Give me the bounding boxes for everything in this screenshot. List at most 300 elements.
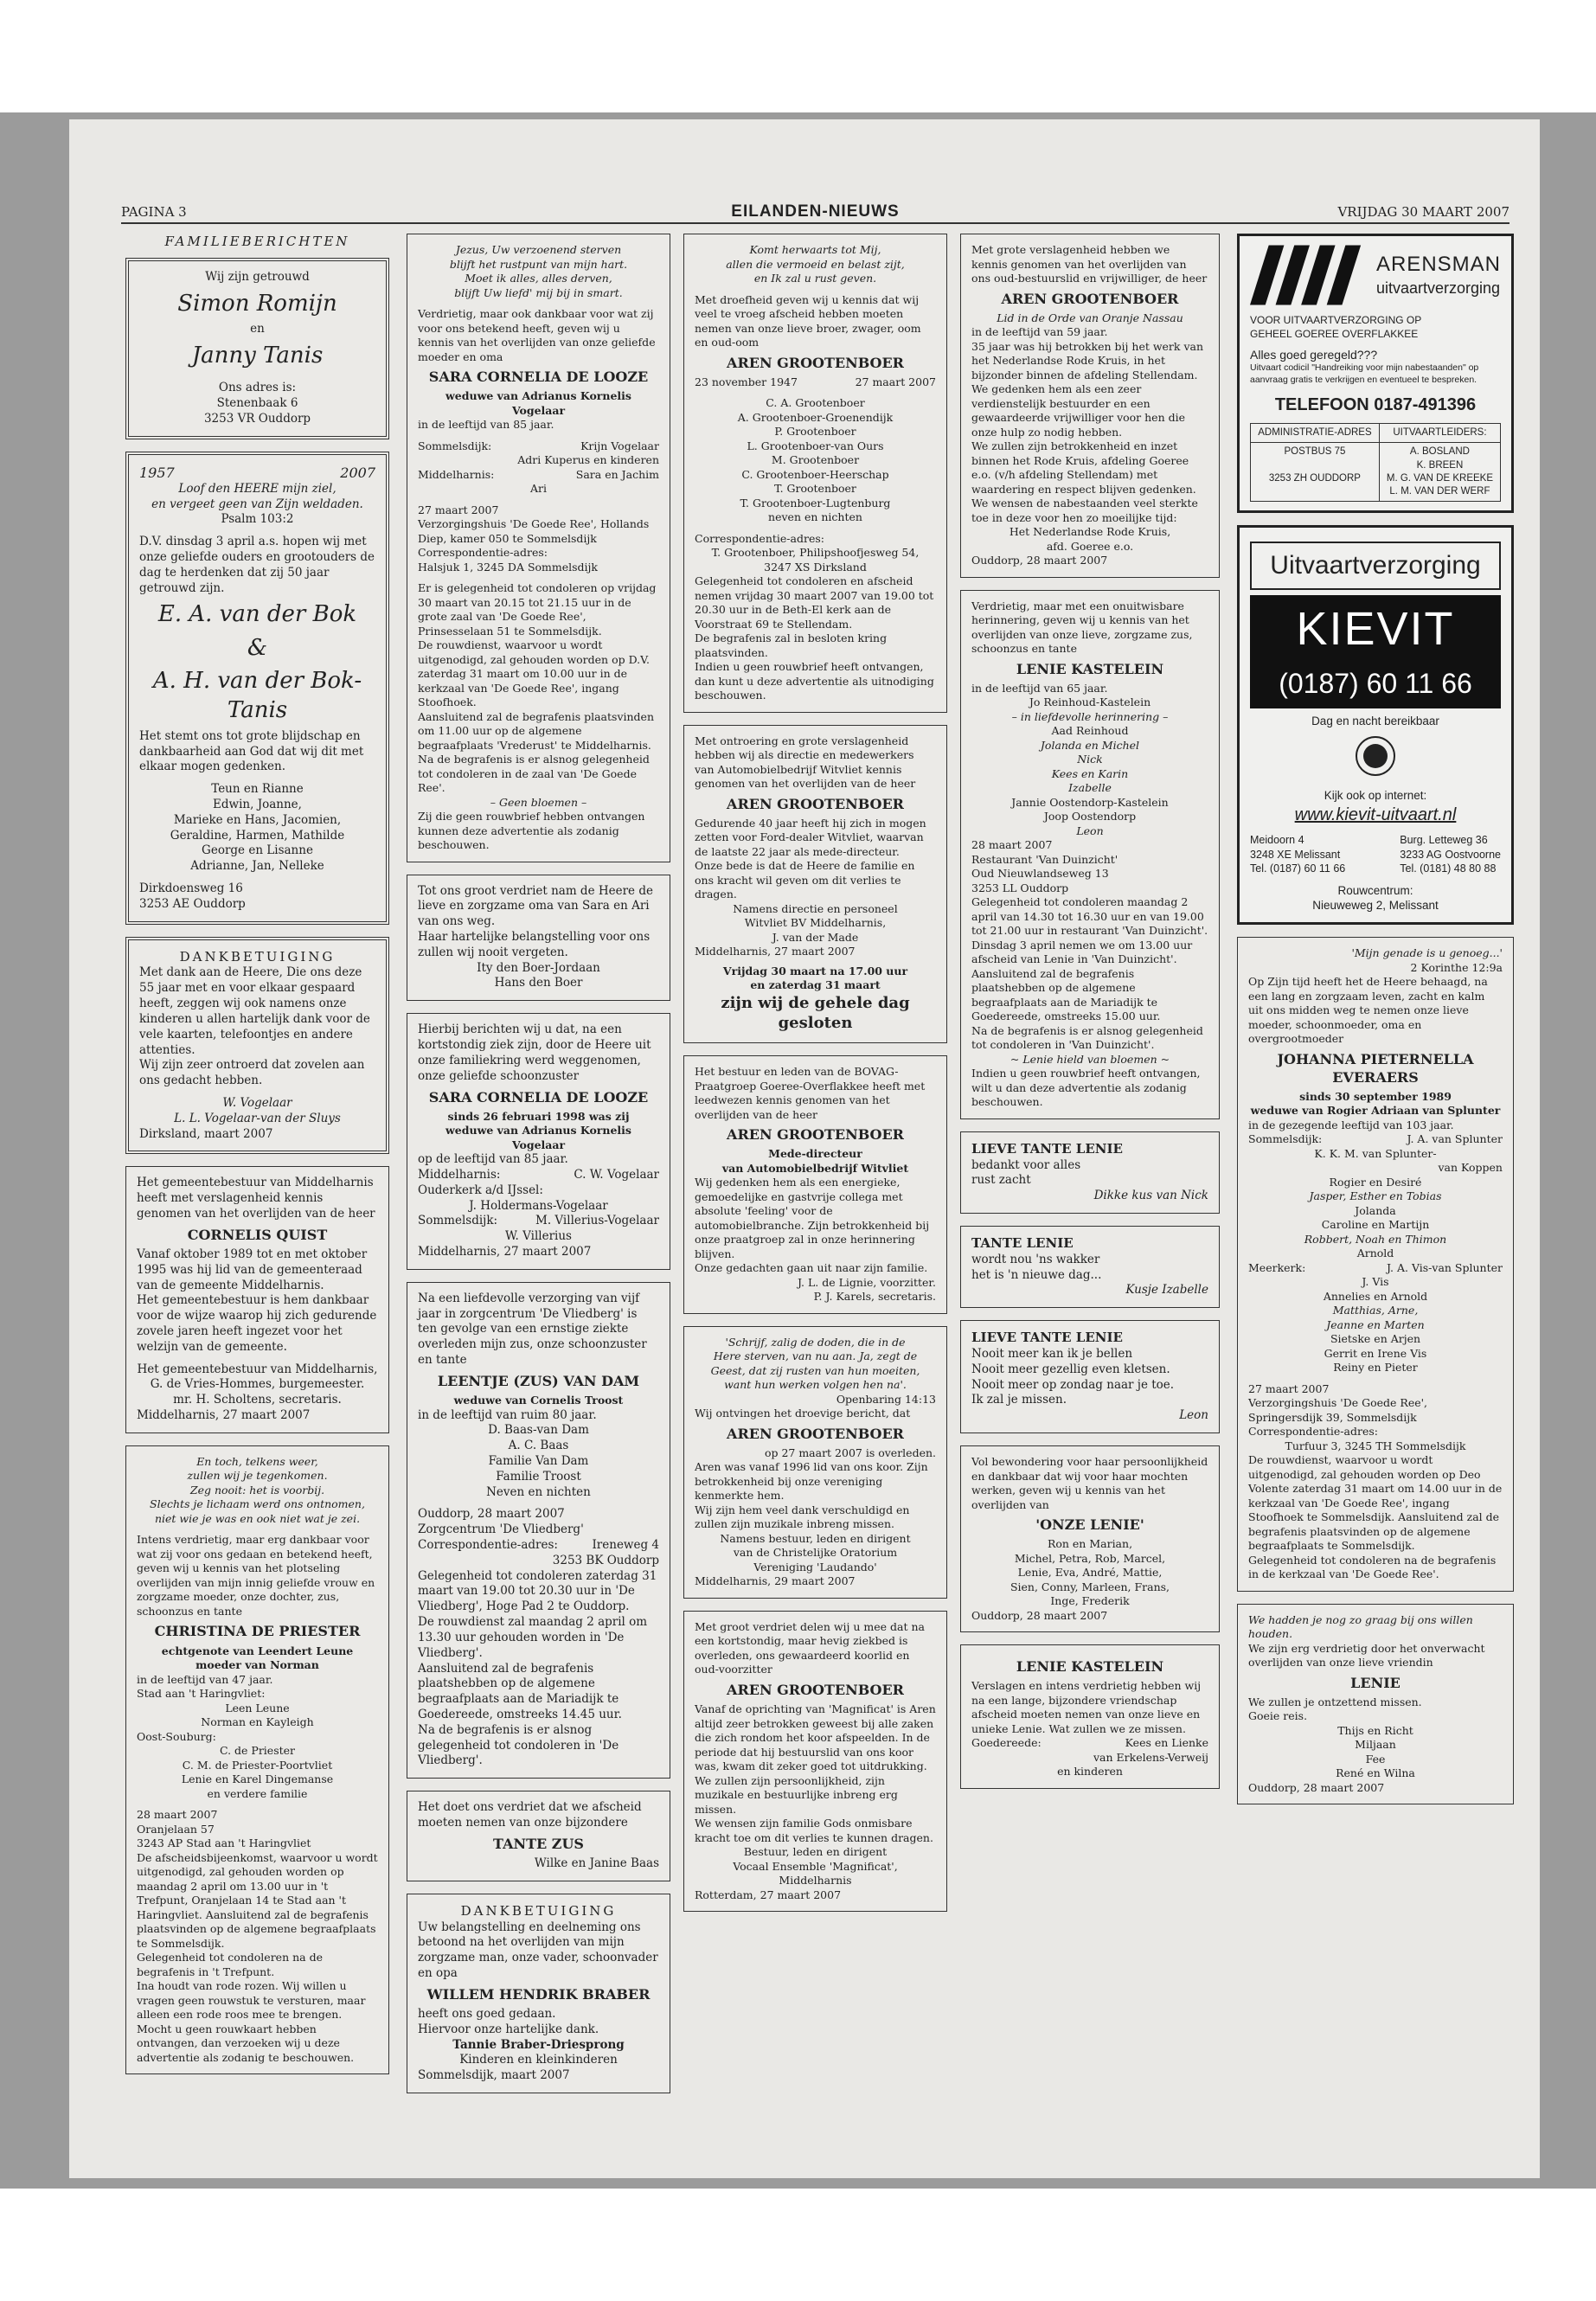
text: Vol bewondering voor haar persoonlijkheid en dankbaar dat wij voor haar mochten werken, geven wij u kennis van het overlijden van <box>971 1455 1208 1511</box>
text: Gelegenheid tot condoleren na de begrafenis in de kerkzaal van 'De Goede Ree'. <box>1248 1553 1497 1581</box>
age: in de leeftijd van 59 jaar. <box>971 325 1108 339</box>
relative: C. A. Grootenboer <box>766 396 865 410</box>
ad-de-priester <box>125 1445 389 2074</box>
name: LEENTJE (ZUS) VAN DAM <box>437 1372 640 1389</box>
signature: Het gemeentebestuur van Middelharnis, <box>137 1362 378 1376</box>
name: LIEVE TANTE LENIE <box>971 1330 1123 1346</box>
text: Uw belangstelling en deelneming ons betoond na het overlijden van mijn zorgzame man, onze vader, schoonvader en opa <box>418 1920 658 1980</box>
ad-jubilee <box>125 452 389 925</box>
text: bedankt voor alles <box>971 1157 1081 1172</box>
text: Wij gedenken hem als een energieke, gemoedelijke en gastvrije collega met absolute 'feeling' voor de automobielbranche. Zijn betrokkenheid bij onze praatgroep zal in onze herinnering blijven. <box>695 1176 930 1260</box>
poem: en Ik zal u rust geven. <box>753 272 877 285</box>
kievit-name: KIEVIT <box>1250 595 1501 663</box>
text: Wij zijn zeer ontroerd dat zovelen aan ons gedacht hebben. <box>139 1058 365 1088</box>
date: 23 november 1947 <box>695 375 798 388</box>
text: Goeie reis. <box>1248 1709 1308 1723</box>
name: AREN GROOTENBOER <box>727 1681 904 1698</box>
text: Na de begrafenis is er alsnog gelegenheid tot condoleren in de zaal van 'De Goede Ree'. <box>418 753 650 795</box>
relative: A. C. Baas <box>508 1439 569 1453</box>
family: Marieke en Hans, Jacomien, <box>173 812 342 827</box>
text: Hierbij berichten wij u dat, na een kortstondig ziek zijn, door de Heere uit onze familiekring werd weggenomen, onze geliefde schoonzuster <box>418 1022 651 1083</box>
ad-de-looze-2 <box>407 875 670 1002</box>
text: De rouwdienst, waarvoor u wordt uitgenodigd, zal gehouden worden op Deo Volente zaterdag 31 maart om 14.00 uur in de kerkzaal van 'De Goede Ree', ingang Stoofhoek te Sommelsdijk. Aansluitend zal de begrafenis plaatsvinden op de algemene begraafplaats te Sommelsdijk. <box>1248 1453 1503 1553</box>
ad-kastelein-family <box>960 590 1220 1119</box>
subtitle: weduwe van Rogier Adriaan van Splunter <box>1250 1104 1501 1118</box>
age: in de leeftijd van ruim 80 jaar. <box>418 1407 597 1422</box>
ad-grootenboer-family <box>683 234 947 713</box>
relative: Lenie en Karel Dingemanse <box>181 1772 334 1785</box>
signature: Fee <box>1365 1752 1386 1766</box>
relative: van Erkelens-Verweij <box>1093 1750 1208 1764</box>
relative: Rogier en Desiré <box>1329 1175 1422 1189</box>
address: Springersdijk 39, Sommelsdijk <box>1248 1410 1417 1424</box>
name: SARA CORNELIA DE LOOZE <box>428 369 649 385</box>
address: Correspondentie-adres: <box>418 546 548 560</box>
relative: Robbert, Noah en Thimon <box>1304 1232 1447 1246</box>
quote: We hadden je nog zo graag bij ons willen houden. <box>1248 1612 1473 1641</box>
relative: van Koppen <box>1438 1161 1503 1175</box>
place: Dirksland, maart 2007 <box>139 1126 273 1141</box>
kievit-emblem-icon <box>1354 734 1397 778</box>
quote: en vergeet geen van Zijn weldaden. <box>151 497 363 511</box>
name: AREN GROOTENBOER <box>727 1425 904 1442</box>
text: Gelegenheid tot condoleren maandag 2 april van 14.30 tot 16.30 uur en van 19.00 tot 21.00 uur in restaurant 'Van Duinzicht'. <box>971 895 1208 938</box>
relative: Ouderkerk a/d IJssel: <box>418 1183 543 1197</box>
family: George en Lisanne <box>202 843 313 858</box>
relative: T. Grootenboer <box>774 482 856 496</box>
text: Gelegenheid tot condoleren en afscheid nemen vrijdag 30 maart 2007 van 19.00 tot 20.30 uur in de Beth-El kerk aan de Voorstraat 69 te Stellendam. <box>695 574 934 631</box>
ad-van-dam <box>407 1282 670 1779</box>
relative: Leen Leune <box>225 1701 290 1715</box>
family: Edwin, Joanne, <box>213 797 302 811</box>
relative: Kees en Karin <box>1051 766 1129 780</box>
signature: Kusje Izabelle <box>1125 1283 1208 1298</box>
date: 27 maart 2007 <box>1248 1381 1330 1395</box>
signature: Ity den Boer-Jordaan <box>477 960 600 975</box>
ad-kievit <box>1237 525 1514 925</box>
arensman-table <box>1250 423 1501 502</box>
address: 3248 XE Melissant <box>1250 848 1341 861</box>
text: – Geen bloemen – <box>490 795 587 809</box>
relative: Nick <box>1077 753 1103 766</box>
name: AREN GROOTENBOER <box>727 795 904 812</box>
relative: Matthias, Arne, <box>1332 1304 1419 1317</box>
relative: en kinderen <box>1057 1765 1123 1779</box>
notice: Vrijdag 30 maart na 17.00 uur <box>722 964 908 977</box>
ad-braber <box>407 1894 670 2093</box>
relative: Aad Reinhoud <box>1051 724 1129 738</box>
text: Onze gedachten gaan uit naar zijn familie. <box>695 1261 928 1275</box>
age: in de leeftijd van 65 jaar. <box>971 681 1108 695</box>
subtitle: Lid in de Orde van Oranje Nassau <box>997 311 1183 324</box>
relative: P. Grootenboer <box>774 425 856 439</box>
text: Aansluitend zal de begrafenis plaatsvinden om 11.00 uur op de algemene begraafplaats 'Vrederust' te Middelharnis. <box>418 709 655 752</box>
ad-de-looze-3 <box>407 1013 670 1270</box>
ad-lieve-tante-1 <box>960 1131 1220 1214</box>
kievit-heading: Uitvaartverzorging <box>1250 542 1501 590</box>
ampersand: & <box>247 634 268 661</box>
subtitle: weduwe van Adrianus Kornelis Vogelaar <box>445 1124 631 1151</box>
signature: Vereniging 'Laudando' <box>753 1560 877 1574</box>
ad-onze-lenie <box>960 1445 1220 1632</box>
page-number: PAGINA 3 <box>121 204 187 220</box>
place: Rotterdam, 27 maart 2007 <box>695 1888 842 1901</box>
relative: Reiny en Pieter <box>1333 1361 1418 1375</box>
relative: L. Grootenboer-van Ours <box>747 439 884 452</box>
relative: J. Holdermans-Vogelaar <box>469 1198 608 1213</box>
text: Rouwcentrum: <box>1337 883 1413 897</box>
name: WILLEM HENDRIK BRABER <box>426 1985 651 2003</box>
date: 28 maart 2007 <box>137 1808 218 1821</box>
text: Met droefheid geven wij u kennis dat wij veel te vroeg afscheid hebben moeten nemen van onze lieve broer, zwager, oom en oud-oom <box>695 292 921 349</box>
address: Oud Nieuwlandseweg 13 <box>971 867 1109 881</box>
signature: Namens bestuur, leden en dirigent <box>720 1531 911 1545</box>
table-header: UITVAARTLEIDERS: <box>1379 424 1500 443</box>
signature: Namens directie en personeel <box>733 901 898 915</box>
text: D.V. dinsdag 3 april a.s. hopen wij met onze geliefde ouders en grootouders de dag te herdenken dat zij 50 jaar getrouwd zijn. <box>139 535 375 595</box>
ad-municipal-quist <box>125 1166 389 1433</box>
text: Er is gelegenheid tot condoleren op vrijdag 30 maart van 20.15 tot 21.15 uur in de grote zaal van 'De Goede Ree', Prinsesselaan 51 te Sommelsdijk. <box>418 581 657 638</box>
address: Turfuur 3, 3245 TH Sommelsdijk <box>1285 1439 1466 1452</box>
name: EVERAERS <box>1332 1068 1419 1086</box>
text: VOOR UITVAARTVERZORGING OP <box>1250 314 1422 326</box>
relative: J. Vis <box>1362 1275 1389 1289</box>
issue-date: VRIJDAG 30 MAART 2007 <box>1337 204 1509 220</box>
relative: Adri Kuperus en kinderen <box>517 453 659 467</box>
quote-ref: Openbaring 14:13 <box>836 1392 936 1406</box>
text: Verdrietig, maar ook dankbaar voor wat zij voor ons betekend heeft, geven wij u kennis van het overlijden van onze geliefde moeder en oma <box>418 307 656 363</box>
text: Met groot verdriet delen wij u mee dat na een kortstondig, maar hevig ziekbed is overleden, ons gewaardeerd koorlid en oud-voorzitter <box>695 1619 925 1676</box>
subtitle: van Automobielbedrijf Witvliet <box>721 1161 909 1175</box>
name: JOHANNA PIETERNELLA <box>1277 1050 1474 1067</box>
ad-wedding <box>125 258 389 439</box>
age: op de leeftijd van 85 jaar. <box>418 1152 568 1167</box>
phone: Tel. (0181) 48 80 88 <box>1400 862 1497 875</box>
signature: Sien, Conny, Marleen, Frans, <box>1010 1580 1170 1593</box>
text: Hiervoor onze hartelijke dank. <box>418 2022 599 2036</box>
text: het is 'n nieuwe dag... <box>971 1267 1102 1282</box>
address: T. Grootenboer, Philipshoofjesweg 54, <box>711 546 920 560</box>
relative: Middelharnis: <box>418 1167 501 1182</box>
text: Nooit meer kan ik je bellen <box>971 1346 1133 1361</box>
relative: Jolanda en Michel <box>1040 738 1140 752</box>
quote: 'Schrijf, zalig de doden, die in de <box>725 1335 906 1349</box>
newspaper-title: EILANDEN-NIEUWS <box>731 202 900 221</box>
text: Met dank aan de Heere, Die ons deze 55 jaar met en voor elkaar gespaard heeft, zeggen wij ook namens onze kinderen u allen hartelijk dank voor de vele kaarten, telefoontjes en andere attenties. <box>139 965 370 1057</box>
signature: Inge, Frederik <box>1050 1594 1130 1608</box>
relative: C. Grootenboer-Heerschap <box>741 467 889 481</box>
quote: 'Mijn genade is u genoeg...' <box>1351 946 1503 960</box>
poem: Moet ik alles, alles derven, <box>465 272 612 285</box>
address: Restaurant 'Van Duinzicht' <box>971 852 1118 866</box>
address: Zorgcentrum 'De Vliedberg' <box>418 1522 584 1537</box>
relative: Jannie Oostendorp-Kastelein <box>1011 795 1169 809</box>
text: Haar hartelijke belangstelling voor ons zullen wij nooit vergeten. <box>418 930 651 959</box>
text: Vanaf oktober 1989 tot en met oktober 1995 was hij lid van de gemeenteraad van de gemeente Middelharnis. <box>137 1247 368 1292</box>
signature: Miljaan <box>1355 1738 1396 1752</box>
relative: Sommelsdijk: <box>418 1214 498 1228</box>
ad-grootenboer-bovag <box>683 1055 947 1314</box>
name: E. A. van der Bok <box>157 601 357 628</box>
signature: van de Christelijke Oratorium <box>733 1546 898 1560</box>
relative: J. A. van Splunter <box>1407 1132 1503 1146</box>
signature: Het Nederlandse Rode Kruis, <box>1009 525 1171 539</box>
relative: Annelies en Arnold <box>1323 1289 1428 1303</box>
ad-grootenboer-rode-kruis <box>960 234 1220 578</box>
relative: C. de Priester <box>219 1744 296 1757</box>
text: Met ontroering en grote verslagenheid hebben wij als directie en medewerkers van Automobielbedrijf Witvliet kennis genomen van het overlijden van de heer <box>695 734 916 791</box>
signature: G. de Vries-Hommes, burgemeester. <box>150 1377 365 1392</box>
text: Wij ontvingen het droevige bericht, dat <box>695 1407 911 1420</box>
text: Wij zijn hem veel dank verschuldigd en zullen zijn muzikale inbreng missen. <box>695 1503 910 1531</box>
kievit-phone: (0187) 60 11 66 <box>1250 663 1501 708</box>
signature: Michel, Petra, Rob, Marcel, <box>1014 1551 1166 1565</box>
relative: C. M. de Priester-Poortvliet <box>182 1758 333 1772</box>
text: Het doet ons verdriet dat we afscheid moeten nemen van onze bijzondere <box>418 1800 642 1830</box>
text: 35 jaar was hij betrokken bij het werk van het Nederlandse Rode Kruis, in het bijzonder binnen de afdeling Stellendam. We gedenken hem als een zeer verdienstelijk bestuurder en een gewaardeerde vrijwilliger voor hen die onze hulp zo nodig hebben. <box>971 339 1204 439</box>
family: Geraldine, Harmen, Mathilde <box>170 828 345 843</box>
ad-de-looze-1 <box>407 234 670 862</box>
name: LIEVE TANTE LENIE <box>971 1140 1123 1157</box>
relative: Meerkerk: <box>1248 1260 1306 1274</box>
subtitle: weduwe van Cornelis Troost <box>453 1394 624 1407</box>
quote-ref: Psalm 103:2 <box>221 512 294 527</box>
ad-lenie-friends <box>1237 1604 1514 1805</box>
address: 3253 BK Ouddorp <box>552 1553 659 1567</box>
address: 3253 AE Ouddorp <box>139 896 246 911</box>
subtitle: sinds 26 februari 1998 was zij <box>447 1109 630 1123</box>
relative: Neven en nichten <box>486 1484 591 1499</box>
text: Met grote verslagenheid hebben we kennis genomen van het overlijden van ons oud-bestuurslid en vrijwilliger, de heer <box>971 243 1208 285</box>
brand-name: ARENSMAN <box>1375 253 1501 277</box>
poem: Jezus, Uw verzoenend sterven <box>455 243 622 256</box>
text: Dinsdag 3 april nemen we om 13.00 uur afscheid van Lenie in 'Van Duinzicht'. <box>971 938 1193 966</box>
signature: Kinderen en kleinkinderen <box>459 2053 618 2067</box>
text: Intens verdrietig, maar erg dankbaar voor wat zij voor ons gedaan en betekend heeft, geven wij u kennis van het plotseling overlijden van mijn innig geliefde vrouw en zorgzame moeder, onze dochter, zus, schoonzus en tante <box>137 1533 375 1618</box>
ad-everaers <box>1237 937 1514 1592</box>
leader: L. M. VAN DER WERF <box>1389 485 1490 497</box>
signature: Tannie Braber-Driesprong <box>452 2037 625 2052</box>
leader: A. BOSLAND <box>1409 446 1470 458</box>
relative: Ari <box>529 482 547 496</box>
ad-grootenboer-laudando <box>683 1326 947 1599</box>
text: Gelegenheid tot condoleren na de begrafenis in 't Trefpunt. <box>137 1951 323 1978</box>
notice: zijn wij de gehele dag gesloten <box>721 993 910 1033</box>
text: Dag en nacht bereikbaar <box>1311 715 1439 728</box>
relative: C. W. Vogelaar <box>574 1167 659 1182</box>
signature: Lenie, Eva, André, Mattie, <box>1017 1566 1163 1580</box>
text: Na een liefdevolle verzorging van vijf jaar in zorgcentrum 'De Vliedberg' is ten gevolge van een ernstige ziekte overleden mijn zus, onze schoonzuster en tante <box>418 1291 647 1368</box>
signature: mr. H. Scholtens, secretaris. <box>173 1393 342 1407</box>
name: SARA CORNELIA DE LOOZE <box>428 1088 649 1106</box>
relative: Gerrit en Irene Vis <box>1324 1346 1427 1360</box>
relative: Jeanne en Marten <box>1326 1317 1425 1331</box>
groom: Simon Romijn <box>177 290 337 317</box>
signature: Ron en Marian, <box>1047 1537 1133 1551</box>
relative: Stad aan 't Haringvliet: <box>137 1687 266 1700</box>
address: Dirkdoensweg 16 <box>139 881 243 896</box>
name: CHRISTINA DE PRIESTER <box>154 1623 361 1640</box>
column-5 <box>1237 234 1514 1817</box>
text: heeft ons goed gedaan. <box>418 2006 556 2021</box>
quote: want hun werken volgen hen na'. <box>724 1378 907 1392</box>
text: We wensen de nabestaanden veel sterkte toe in deze voor hen zo moeilijke tijd: <box>971 497 1198 524</box>
text: We zijn erg verdrietig door het onverwacht overlijden van onze lieve vriendin <box>1248 1641 1485 1670</box>
relative: Krijn Vogelaar <box>580 439 659 452</box>
place: Ouddorp, 28 maart 2007 <box>971 1608 1108 1622</box>
column-4 <box>960 234 1220 1801</box>
text: Indien u geen rouwbrief heeft ontvangen, wilt u dan deze advertentie als zodanig beschouwen. <box>971 1067 1201 1109</box>
title: DANKBETUIGING <box>179 948 336 965</box>
place: Sommelsdijk, maart 2007 <box>418 2068 570 2083</box>
address: Correspondentie-adres: <box>418 1538 558 1553</box>
age: in de leeftijd van 47 jaar. <box>137 1672 273 1686</box>
title: DANKBETUIGING <box>460 1902 617 1919</box>
text: Verdrietig, maar met een onuitwisbare herinnering, geven wij u kennis van het overlijden van onze lieve, zorgzame zus, schoonzus en tante <box>971 599 1193 656</box>
ad-grootenboer-witvliet <box>683 725 947 1044</box>
ad-tante-lenie <box>960 1226 1220 1308</box>
ad-arensman <box>1237 234 1514 513</box>
text: 3253 VR Ouddorp <box>203 411 311 426</box>
relative: Sara en Jachim <box>575 467 659 481</box>
phone: TELEFOON 0187-491396 <box>1274 394 1477 414</box>
text: Gedurende 40 jaar heeft hij zich in mogen zetten voor Ford-dealer Witvliet, waarvan de laatste 22 jaar als mede-directeur. <box>695 816 926 858</box>
text: Ik zal je missen. <box>971 1393 1067 1407</box>
relative: J. A. Vis-van Splunter <box>1386 1260 1503 1274</box>
text: De rouwdienst zal maandag 2 april om 13.30 uur gehouden worden in 'De Vliedberg'. <box>418 1615 648 1660</box>
header-rule <box>121 222 1509 224</box>
address: Verzorgingshuis 'De Goede Ree', Hollands Diep, kamer 050 te Sommelsdijk <box>418 517 650 545</box>
name: LENIE KASTELEIN <box>1016 660 1164 677</box>
text: rust zacht <box>971 1173 1031 1188</box>
website-link[interactable]: www.kievit-uitvaart.nl <box>1294 804 1457 824</box>
text: Het bestuur en leden van de BOVAG-Praatgroep Goeree-Overflakkee heeft met leedwezen kennis genomen van het overlijden van de heer <box>695 1065 926 1121</box>
relative: Izabelle <box>1068 781 1112 795</box>
relative: Jo Reinhoud-Kastelein <box>1029 695 1151 709</box>
subtitle: moeder van Norman <box>195 1658 319 1671</box>
text: Mocht u geen rouwkaart hebben ontvangen, dan verzoeken wij u deze advertentie als zodanig te beschouwen. <box>137 2022 355 2064</box>
place: Middelharnis, 27 maart 2007 <box>137 1408 311 1423</box>
signature: afd. Goeree e.o. <box>1046 539 1134 553</box>
address: Burg. Letteweg 36 <box>1400 834 1488 847</box>
place: Middelharnis, 27 maart 2007 <box>418 1245 592 1259</box>
poem: En toch, telkens weer, <box>196 1454 318 1468</box>
name: AREN GROOTENBOER <box>727 354 904 371</box>
signature: René en Wilna <box>1336 1766 1415 1780</box>
text: Tot ons groot verdriet nam de Heere de lieve en zorgzame oma van Sara en Ari van ons weg. <box>418 883 653 929</box>
text: Na de begrafenis is er alsnog gelegenheid tot condoleren in 'Van Duinzicht'. <box>971 1023 1203 1052</box>
relative: Norman en Kayleigh <box>201 1715 314 1728</box>
text: Na de begrafenis is er alsnog gelegenheid tot condoleren in 'De Vliedberg'. <box>418 1722 619 1768</box>
phone: Tel. (0187) 60 11 66 <box>1250 862 1346 875</box>
text: Het gemeentebestuur is hem dankbaar voor de wijze waarop hij zich gedurende zovele jaren heeft ingezet voor het welzijn van de gemeente. <box>137 1293 377 1354</box>
address: Halsjuk 1, 3245 DA Sommelsdijk <box>418 560 599 574</box>
page-header <box>121 204 1509 223</box>
relative: Middelharnis: <box>418 467 495 481</box>
relative: M. Grootenboer <box>771 453 860 467</box>
family: Teun en Rianne <box>211 782 304 797</box>
subtitle: Mede-directeur <box>768 1147 862 1161</box>
date: 28 maart 2007 <box>971 838 1053 852</box>
text: Kijk ook op internet: <box>1324 788 1427 802</box>
address: Verzorgingshuis 'De Goede Ree', <box>1248 1396 1428 1410</box>
signature: W. Vogelaar <box>222 1095 292 1110</box>
signature: Bestuur, leden en dirigent <box>743 1845 888 1859</box>
subtitle: echtgenote van Leendert Leune <box>161 1644 354 1657</box>
place: Middelharnis, 29 maart 2007 <box>695 1574 856 1588</box>
date: 27 maart 2007 <box>855 375 936 388</box>
relative: Sommelsdijk: <box>418 439 492 452</box>
relative: K. K. M. van Splunter- <box>1314 1146 1437 1160</box>
text: We zullen je ontzettend missen. <box>1248 1695 1422 1708</box>
name: 'ONZE LENIE' <box>1035 1516 1144 1534</box>
signature: Thijs en Richt <box>1337 1723 1413 1737</box>
signature: Hans den Boer <box>494 976 583 990</box>
text: De begrafenis zal in besloten kring plaatsvinden. <box>695 631 888 659</box>
bride: Janny Tanis <box>191 342 324 369</box>
relative: – in liefdevolle herinnering – <box>1011 709 1169 723</box>
address: POSTBUS 75 <box>1284 446 1346 458</box>
address: 3243 AP Stad aan 't Haringvliet <box>137 1836 311 1849</box>
poem: zullen wij je tegenkomen. <box>187 1469 328 1483</box>
arensman-logo-icon <box>1250 245 1369 305</box>
subtitle: sinds 30 september 1989 <box>1299 1089 1452 1103</box>
poem: Zeg nooit: het is voorbij. <box>189 1483 325 1497</box>
name: LENIE <box>1350 1674 1401 1691</box>
text: Aansluitend zal de begrafenis plaatshebben op de algemene begraafplaats aan de Mariadijk te Goedereede, omstreeks 15.00 uur. <box>971 966 1161 1023</box>
ad-lieve-tante-2 <box>960 1320 1220 1433</box>
address: Correspondentie-adres: <box>1248 1425 1378 1439</box>
text: Op Zijn tijd heeft het de Heere behaagd, na een lang en zorgzaam leven, zacht en kalm uit ons midden weg te nemen onze lieve moeder, schoonmoeder, oma en overgrootmoeder <box>1248 975 1488 1046</box>
relative: Joop Oostendorp <box>1043 810 1137 824</box>
text: GEHEEL GOEREE OVERFLAKKEE <box>1250 327 1419 340</box>
age: in de leeftijd van 85 jaar. <box>418 418 554 432</box>
leader: M. G. VAN DE KREEKE <box>1386 472 1493 484</box>
text: Wij zijn getrouwd <box>205 270 310 284</box>
address: Correspondentie-adres: <box>695 531 824 545</box>
signature: Middelharnis <box>779 1874 852 1888</box>
signature: Witvliet BV Middelharnis, <box>744 916 887 930</box>
text: Vanaf de oprichting van 'Magnificat' is Aren altijd zeer betrokken geweest bij alle zaken die zich rondom het koor afspeelden. In de periode dat hij bestuurslid van ons koor was, kwam dit zeker goed tot uitdrukking. We zullen zijn persoonlijkheid, zijn muzikale en bestuurlijke inbreng erg missen. <box>695 1702 936 1816</box>
quote: Here sterven, van nu aan. Ja, zegt de <box>713 1349 918 1363</box>
relative: W. Villerius <box>505 1229 572 1244</box>
address: Meidoorn 4 <box>1250 834 1304 847</box>
subtitle: weduwe van Adrianus Kornelis Vogelaar <box>445 389 631 417</box>
name: A. H. van der Bok-Tanis <box>152 668 362 724</box>
address: 3247 XS Dirksland <box>764 560 867 574</box>
family: Adrianne, Jan, Nelleke <box>190 859 324 874</box>
signature: P. J. Karels, secretaris. <box>813 1290 936 1304</box>
age: in de gezegende leeftijd van 103 jaar. <box>1248 1118 1454 1131</box>
ad-thanks-vogelaar <box>125 937 389 1155</box>
text: Verslagen en intens verdrietig hebben wij na een lange, bijzondere vriendschap afscheid moeten nemen van onze lieve en unieke Lenie. Wat zullen we ze missen. <box>971 1679 1202 1735</box>
place: Ouddorp, 28 maart 2007 <box>971 554 1108 567</box>
quote: Geest, dat zij rusten van hun moeiten, <box>710 1363 920 1377</box>
relative: T. Grootenboer-Lugtenburg <box>740 496 891 510</box>
poem: allen die vermoeid en belast zijt, <box>726 257 905 271</box>
text: ~ Lenie hield van bloemen ~ <box>1010 1052 1170 1066</box>
column-2 <box>407 234 670 2106</box>
address: 3253 ZH OUDDORP <box>1268 472 1361 484</box>
ad-kastelein-friends <box>960 1644 1220 1789</box>
relative: en verdere familie <box>207 1786 308 1800</box>
text: Het gemeentebestuur van Middelharnis heeft met verslagenheid kennis genomen van het overlijden van de heer <box>137 1176 375 1221</box>
relative: D. Baas-van Dam <box>488 1423 589 1438</box>
address: Nieuweweg 2, Melissant <box>1312 899 1439 913</box>
name: TANTE ZUS <box>493 1835 584 1852</box>
text: Het stemt ons tot grote blijdschap en dankbaarheid aan God dat wij dit met elkaar mogen gedenken. <box>139 728 364 774</box>
text: Nooit meer gezellig even kletsen. <box>971 1362 1170 1376</box>
